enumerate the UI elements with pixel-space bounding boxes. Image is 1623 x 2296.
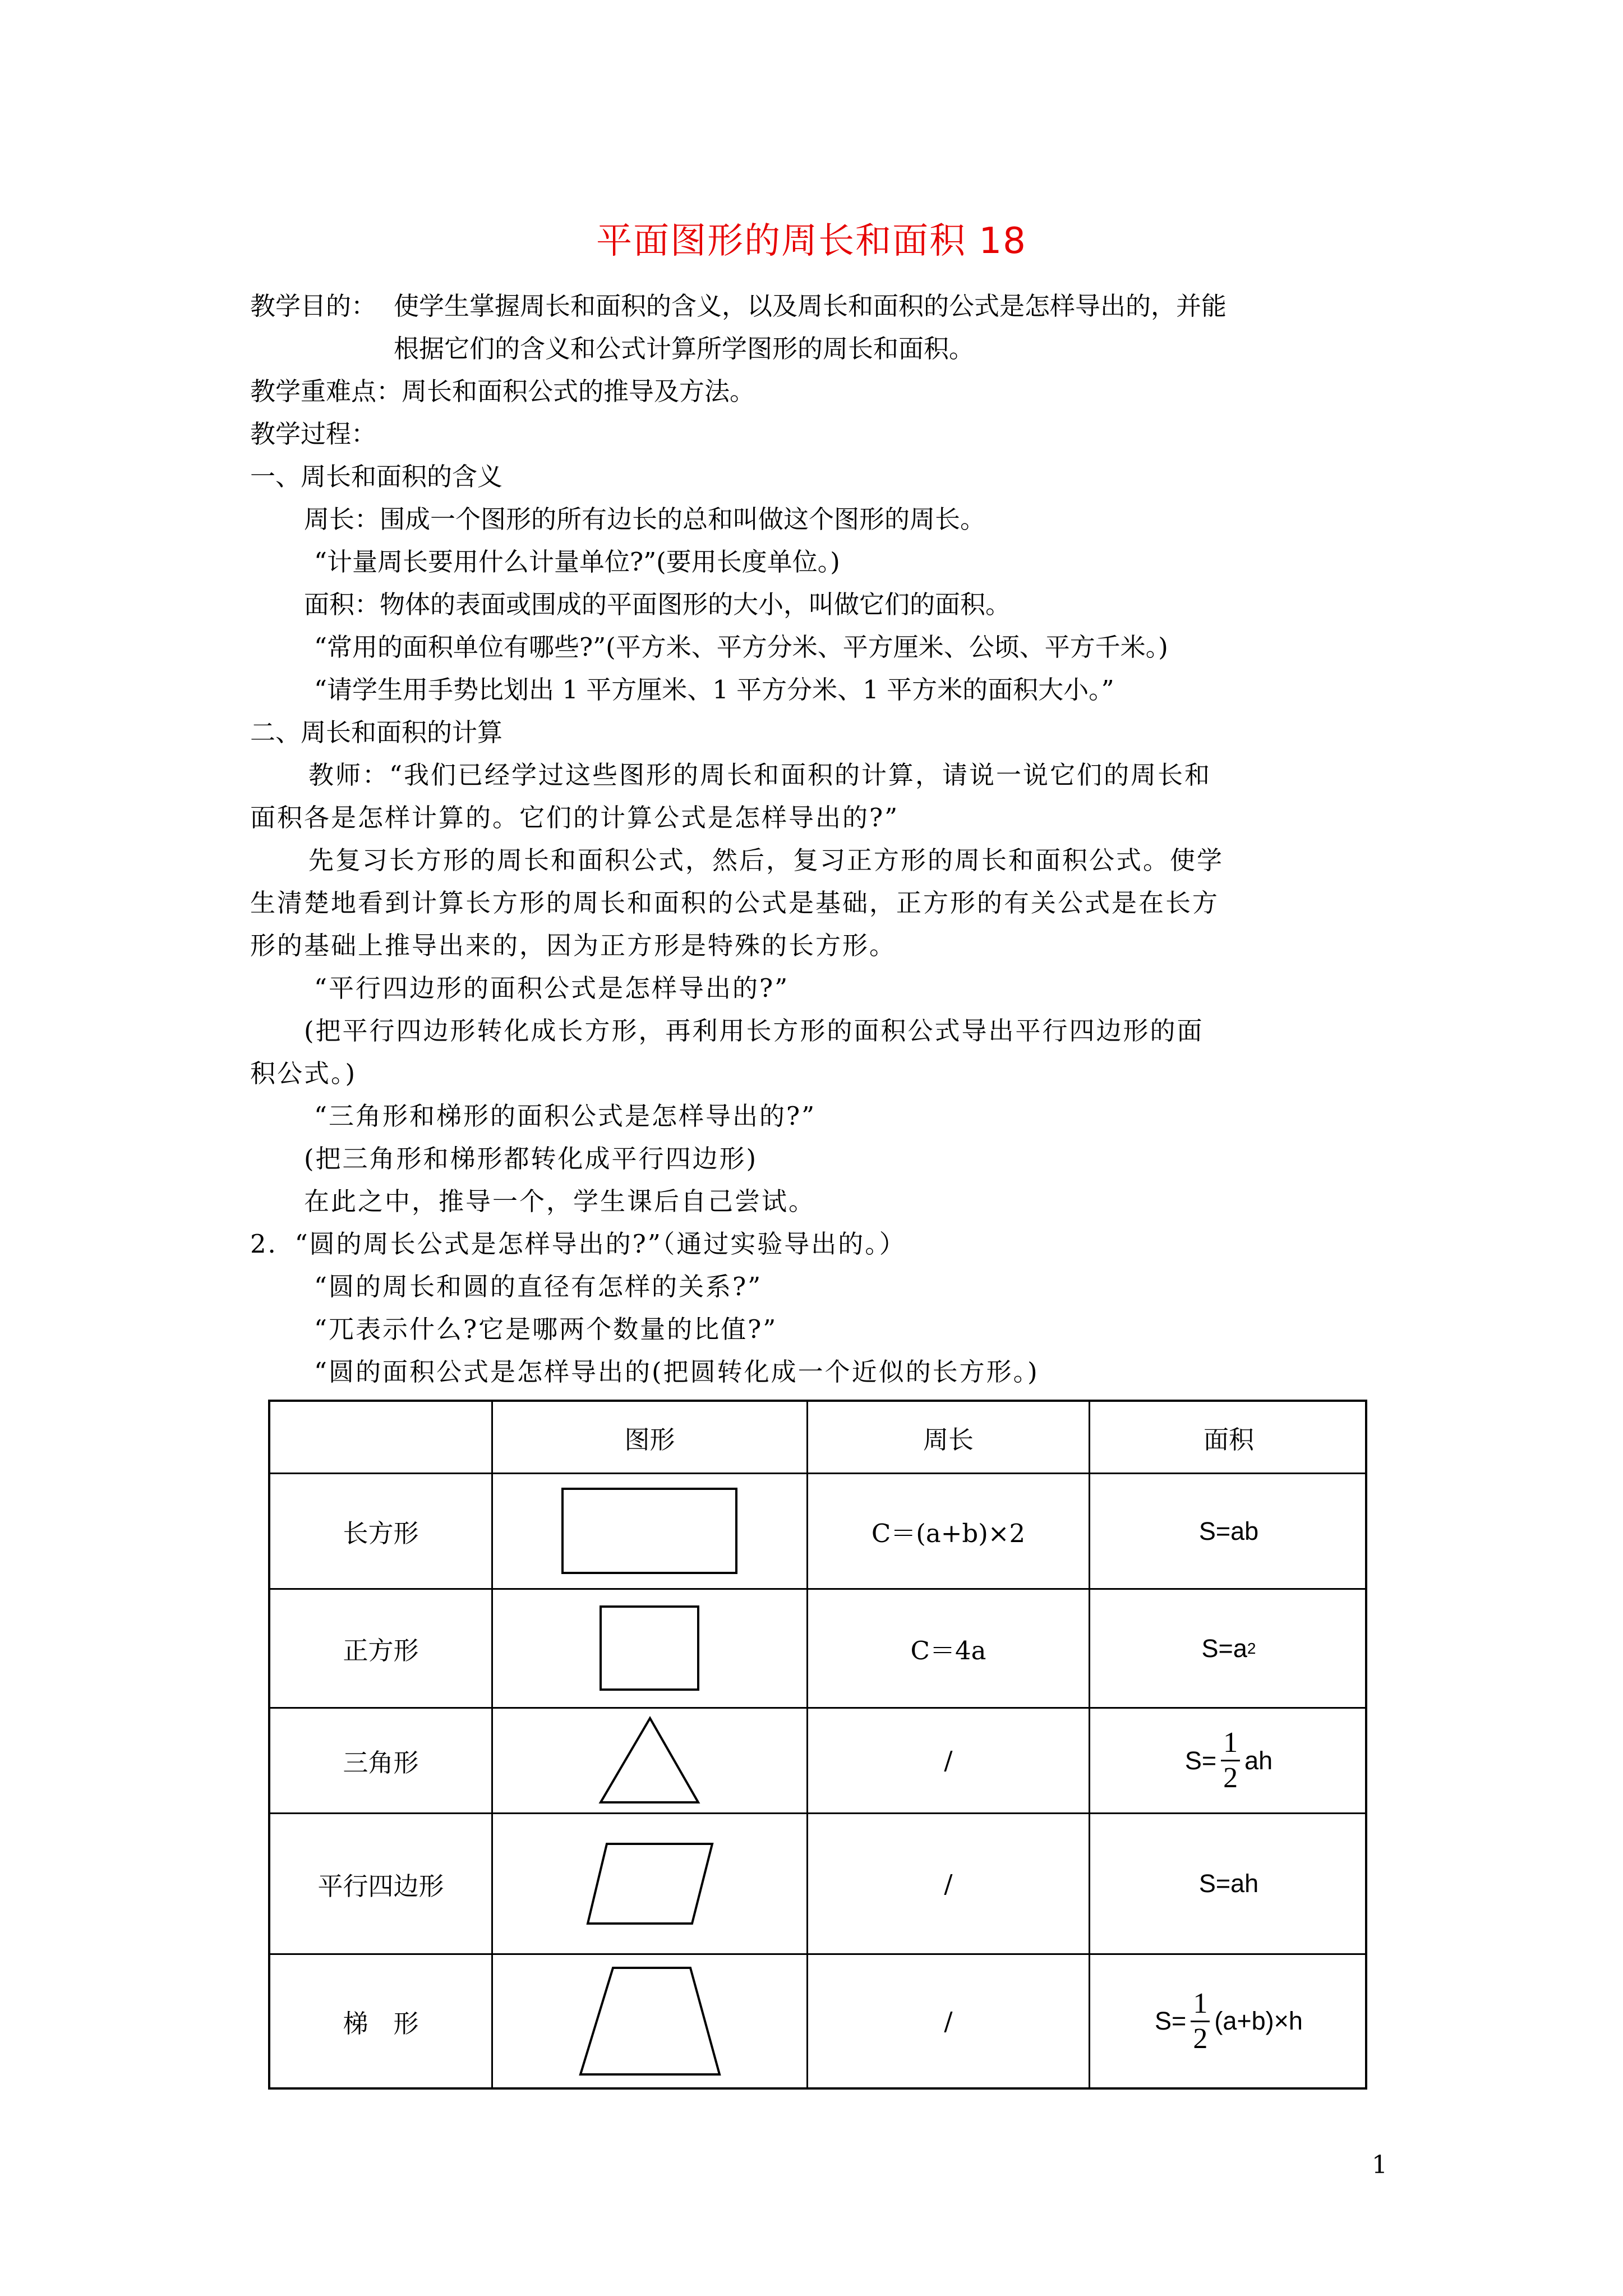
table-row-label: 正方形 — [343, 1636, 419, 1665]
area-formula-base: S=a — [1201, 1634, 1247, 1663]
section2-line: (把三角形和梯形都转化成平行四边形) — [304, 1144, 758, 1174]
section2-line: 积公式。) — [250, 1059, 357, 1088]
section2-line: (把平行四边形转化成长方形，再利用长方形的面积公式导出平行四边形的面 — [304, 1016, 1204, 1046]
key-points: 教学重难点：周长和面积公式的推导及方法。 — [250, 376, 755, 406]
table-row-label: 梯 形 — [343, 2008, 419, 2039]
fraction-denominator: 2 — [1193, 2022, 1208, 2055]
fraction — [1221, 1728, 1240, 1793]
section1-line: “计量周长要用什么计量单位?”(要用长度单位。) — [314, 547, 840, 577]
section2-line: “兀表示什么?它是哪两个数量的比值?” — [314, 1314, 778, 1344]
fraction — [1191, 1989, 1210, 2054]
section1-line: “常用的面积单位有哪些?”(平方米、平方分米、平方厘米、公顷、平方千米。) — [314, 632, 1168, 662]
table-row-label: 三角形 — [343, 1748, 419, 1778]
header-cell: 周长 — [923, 1424, 974, 1455]
header-cell: 图形 — [624, 1424, 675, 1455]
section2-line: “圆的周长和圆的直径有怎样的关系?” — [314, 1272, 763, 1301]
trapezoid-shape — [493, 1955, 806, 2087]
area-formula: S=ab — [1198, 1516, 1259, 1545]
fraction-numerator: 1 — [1191, 1989, 1210, 2022]
section1-heading: 一、周长和面积的含义 — [250, 462, 503, 491]
section2-line: 在此之中，推导一个，学生课后自己尝试。 — [304, 1186, 816, 1216]
section2-line: 生清楚地看到计算长方形的周长和面积的公式是基础，正方形的有关公式是在长方 — [250, 888, 1220, 918]
section2-line: 教师：“我们已经学过这些图形的周长和面积的计算，请说一说它们的周长和 — [308, 760, 1212, 790]
area-formula-prefix: S= — [1155, 2007, 1187, 2035]
section1-line: 面积：物体的表面或围成的平面图形的大小，叫做它们的面积。 — [304, 590, 1011, 619]
section2-line: “三角形和梯形的面积公式是怎样导出的?” — [314, 1101, 817, 1131]
fraction-numerator: 1 — [1221, 1728, 1240, 1761]
section1-line: 周长：围成一个图形的所有边长的总和叫做这个图形的周长。 — [304, 504, 986, 534]
perimeter-formula: / — [944, 2006, 953, 2036]
process-heading: 教学过程： — [250, 419, 377, 449]
formula-table — [268, 1400, 1367, 2090]
header-cell — [270, 1402, 491, 1473]
area-formula-prefix: S= — [1184, 1746, 1217, 1775]
parallelogram-shape — [493, 1814, 806, 1953]
section1-line: “请学生用手势比划出 1 平方厘米、1 平方分米、1 平方米的面积大小。” — [314, 675, 1114, 705]
area-formula — [1090, 1955, 1367, 2087]
section2-line: 2．“圆的周长公式是怎样导出的?”（通过实验导出的。） — [250, 1229, 906, 1259]
triangle-shape — [493, 1709, 806, 1812]
perimeter-formula: C＝4a — [910, 1636, 986, 1665]
section2-line: “平行四边形的面积公式是怎样导出的?” — [314, 973, 790, 1003]
area-formula-suffix: ah — [1244, 1746, 1273, 1775]
rectangle-shape — [493, 1474, 806, 1588]
section2-line: “圆的面积公式是怎样导出的(把圆转化成一个近似的长方形。) — [314, 1357, 1039, 1387]
objective-line-2: 根据它们的含义和公式计算所学图形的周长和面积。 — [394, 334, 975, 364]
square-shape — [493, 1590, 806, 1707]
section2-line: 形的基础上推导出来的，因为正方形是特殊的长方形。 — [250, 931, 897, 960]
area-formula — [1090, 1590, 1367, 1707]
page-number: 1 — [1372, 2151, 1387, 2179]
perimeter-formula: / — [944, 1746, 953, 1775]
objective-line-1: 使学生掌握周长和面积的含义，以及周长和面积的公式是怎样导出的，并能 — [394, 291, 1227, 321]
fraction-denominator: 2 — [1223, 1762, 1238, 1794]
area-formula: S=ah — [1198, 1869, 1259, 1898]
section2-line: 先复习长方形的周长和面积公式，然后，复习正方形的周长和面积公式。使学 — [308, 845, 1224, 875]
area-formula-suffix: (a+b)×h — [1214, 2007, 1303, 2035]
page-title: 平面图形的周长和面积 18 — [596, 220, 1027, 262]
section2-heading: 二、周长和面积的计算 — [250, 717, 503, 747]
area-formula-exponent: 2 — [1247, 1639, 1256, 1657]
area-formula — [1090, 1709, 1367, 1812]
section2-line: 面积各是怎样计算的。它们的计算公式是怎样导出的?” — [250, 803, 900, 832]
table-row-label: 长方形 — [343, 1519, 419, 1548]
table-row-label: 平行四边形 — [317, 1871, 444, 1901]
header-cell: 面积 — [1203, 1424, 1254, 1455]
perimeter-formula: / — [944, 1869, 953, 1899]
objective-label: 教学目的： — [250, 291, 377, 321]
perimeter-formula: C＝(a+b)×2 — [871, 1519, 1026, 1548]
